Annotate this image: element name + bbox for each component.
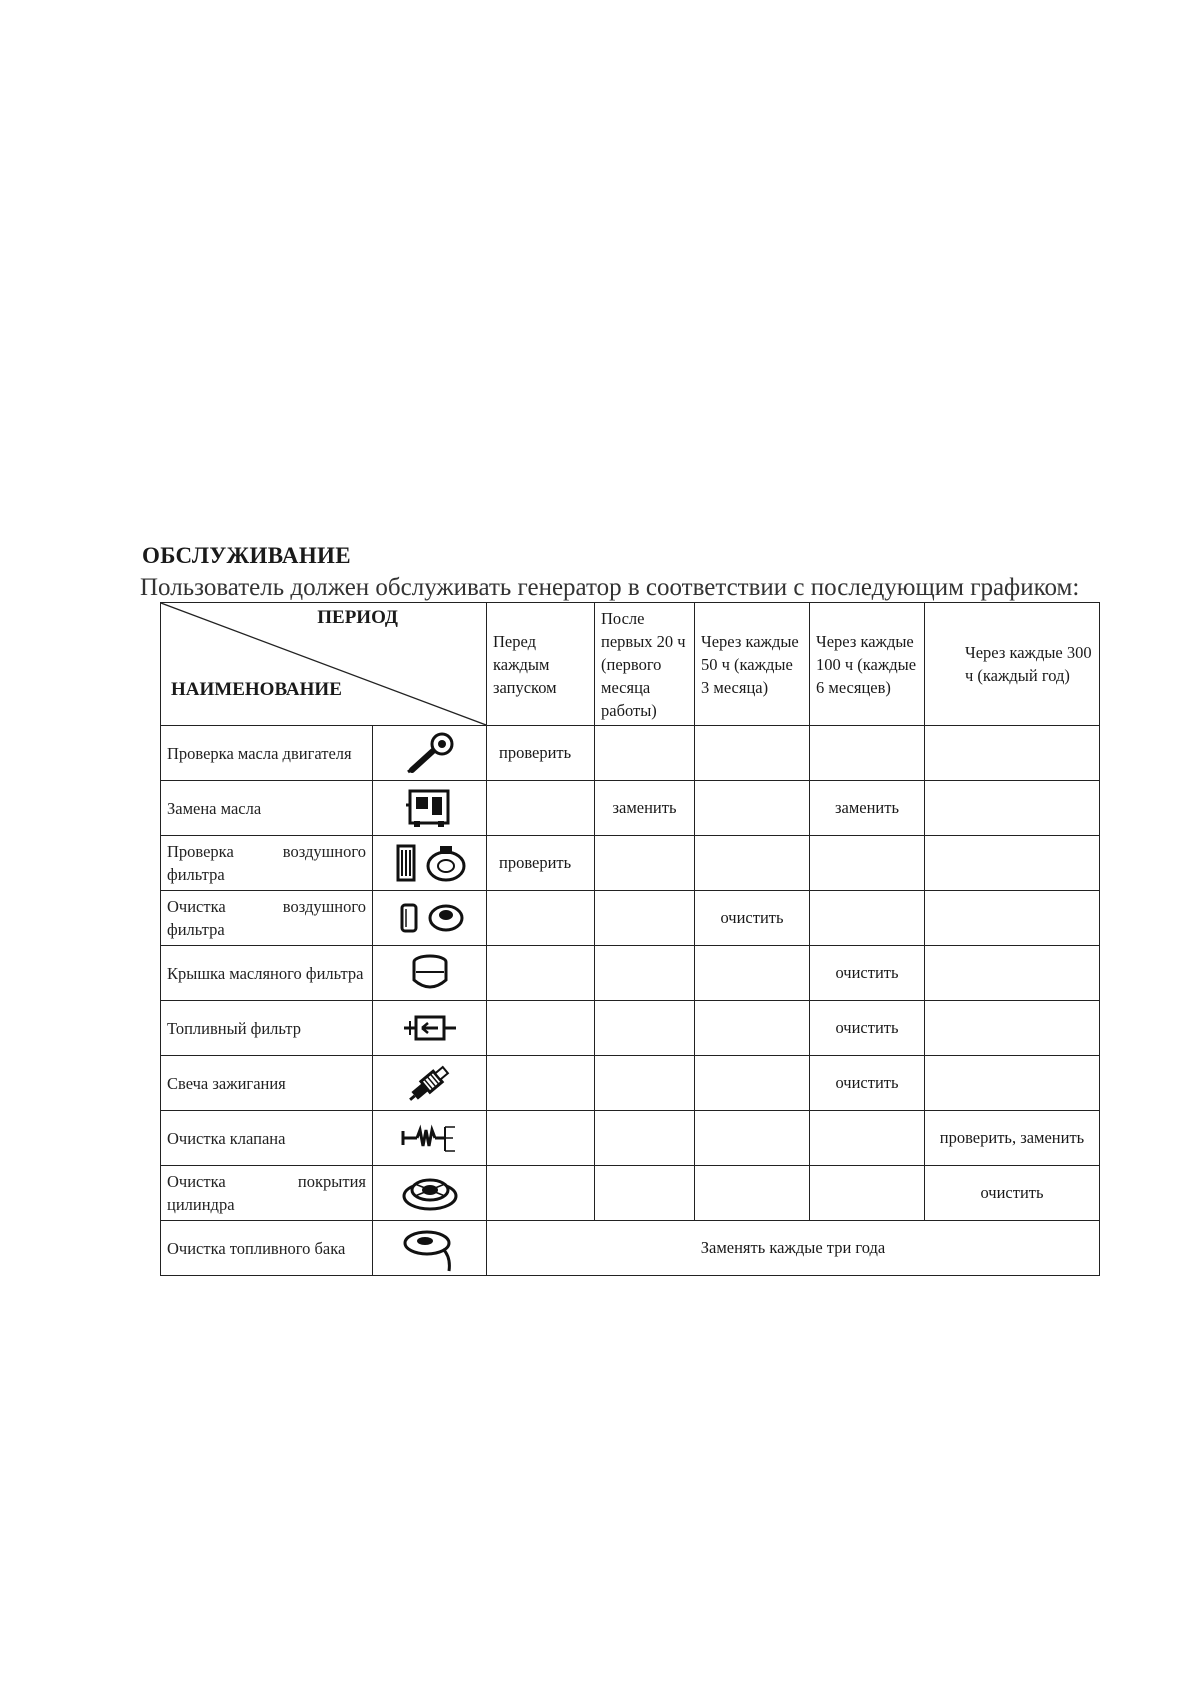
table-row	[161, 1221, 1100, 1276]
valve-icon	[395, 1115, 465, 1161]
oil-dipstick-icon	[400, 730, 460, 776]
merged-action-cell: Заменять каждые три года	[487, 1221, 1100, 1276]
item-icon-cell	[373, 946, 487, 1001]
action-cell	[487, 1166, 595, 1221]
item-icon-cell	[373, 836, 487, 891]
table-row	[161, 836, 1100, 891]
item-icon-cell	[373, 781, 487, 836]
action-cell	[810, 1111, 925, 1166]
action-cell: проверить, заменить	[925, 1111, 1100, 1166]
action-cell	[695, 836, 810, 891]
item-name: Очистка воздушного фильтра	[161, 891, 373, 946]
corner-period-label: ПЕРИОД	[317, 607, 398, 628]
action-cell	[925, 1001, 1100, 1056]
action-cell	[695, 1001, 810, 1056]
action-cell	[595, 891, 695, 946]
action-cell	[595, 1056, 695, 1111]
action-cell	[487, 946, 595, 1001]
table-row	[161, 726, 1100, 781]
air-filter-icon	[390, 840, 470, 886]
header-row	[161, 603, 1100, 726]
item-name: Очистка топливного бака	[161, 1221, 373, 1276]
corner-name-label: НАИМЕНОВАНИЕ	[171, 679, 342, 700]
table-row	[161, 891, 1100, 946]
item-name: Очистка покрытия цилиндра	[161, 1166, 373, 1221]
period-header-1: После первых 20 ч (первого месяца работы)	[595, 603, 695, 726]
engine-oil-icon	[400, 785, 460, 831]
action-cell	[925, 836, 1100, 891]
action-cell	[925, 946, 1100, 1001]
cylinder-cover-icon	[395, 1170, 465, 1216]
action-cell: заменить	[595, 781, 695, 836]
action-cell: очистить	[810, 946, 925, 1001]
action-cell: очистить	[925, 1166, 1100, 1221]
fuel-tank-icon	[395, 1223, 465, 1273]
action-cell	[487, 1001, 595, 1056]
period-header-2: Через каждые 50 ч (каждые 3 месяца)	[695, 603, 810, 726]
item-icon-cell	[373, 1221, 487, 1276]
item-icon-cell	[373, 1111, 487, 1166]
action-cell	[595, 1001, 695, 1056]
spark-plug-icon	[400, 1060, 460, 1106]
action-cell	[695, 1166, 810, 1221]
action-cell	[487, 1111, 595, 1166]
oil-filter-cap-icon	[400, 950, 460, 996]
action-cell	[810, 1166, 925, 1221]
action-cell	[695, 1111, 810, 1166]
table-row	[161, 1056, 1100, 1111]
action-cell	[695, 781, 810, 836]
action-cell	[925, 726, 1100, 781]
action-cell: заменить	[810, 781, 925, 836]
period-header-3: Через каждые 100 ч (каждые 6 месяцев)	[810, 603, 925, 726]
action-cell	[810, 836, 925, 891]
fuel-filter-icon	[400, 1005, 460, 1051]
action-cell	[695, 1056, 810, 1111]
action-cell	[487, 891, 595, 946]
action-cell: проверить	[487, 726, 595, 781]
section-heading: ОБСЛУЖИВАНИЕ	[142, 543, 351, 568]
action-cell	[487, 781, 595, 836]
table-row	[161, 1166, 1100, 1221]
period-header-4: Через каждые 300 ч (каждый год)	[925, 603, 1100, 726]
action-cell	[810, 726, 925, 781]
item-name: Очистка клапана	[161, 1111, 373, 1166]
action-cell	[925, 781, 1100, 836]
action-cell	[695, 726, 810, 781]
maintenance-schedule-table	[160, 602, 1100, 1276]
item-name: Топливный фильтр	[161, 1001, 373, 1056]
action-cell	[595, 1111, 695, 1166]
table-row	[161, 946, 1100, 1001]
item-name: Свеча зажигания	[161, 1056, 373, 1111]
item-icon-cell	[373, 726, 487, 781]
item-name: Крышка масляного фильтра	[161, 946, 373, 1001]
item-icon-cell	[373, 1166, 487, 1221]
period-header-0: Перед каждым запуском	[487, 603, 595, 726]
action-cell: очистить	[695, 891, 810, 946]
action-cell	[595, 1166, 695, 1221]
action-cell: очистить	[810, 1056, 925, 1111]
action-cell	[925, 1056, 1100, 1111]
item-icon-cell	[373, 891, 487, 946]
action-cell	[487, 1056, 595, 1111]
action-cell: проверить	[487, 836, 595, 891]
action-cell	[925, 891, 1100, 946]
action-cell	[595, 946, 695, 1001]
intro-text: Пользователь должен обслуживать генератор в соответствии с последующим графиком:	[140, 574, 1080, 601]
item-icon-cell	[373, 1001, 487, 1056]
item-name: Проверка масла двигателя	[161, 726, 373, 781]
action-cell	[595, 836, 695, 891]
action-cell: очистить	[810, 1001, 925, 1056]
action-cell	[810, 891, 925, 946]
item-name: Проверка воздушного фильтра	[161, 836, 373, 891]
table-row	[161, 1111, 1100, 1166]
item-icon-cell	[373, 1056, 487, 1111]
table-row	[161, 1001, 1100, 1056]
table-row	[161, 781, 1100, 836]
item-name: Замена масла	[161, 781, 373, 836]
air-filter-element-icon	[390, 895, 470, 941]
action-cell	[695, 946, 810, 1001]
action-cell	[595, 726, 695, 781]
corner-header-cell	[161, 603, 487, 726]
